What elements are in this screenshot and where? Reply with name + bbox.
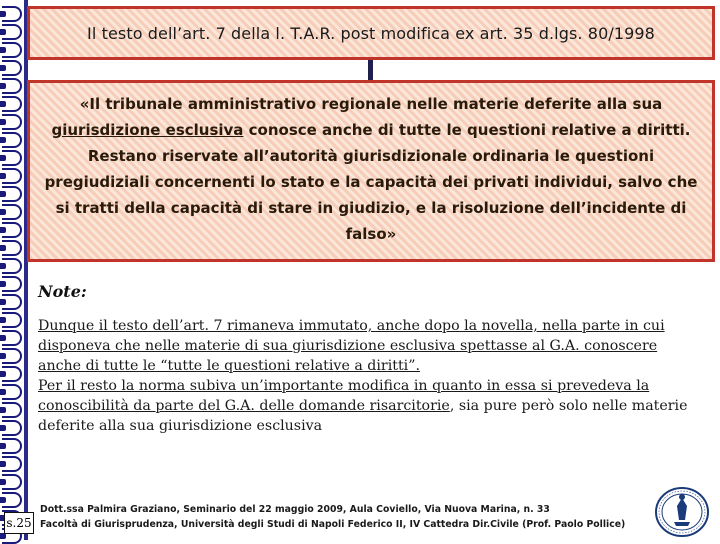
binder-ring-icon [2,258,22,274]
binder-ring-icon [2,474,22,490]
quote-part-1: «Il tribunale amministrativo regionale nelle materie deferite alla sua [79,95,663,113]
binder-ring-icon [2,330,22,346]
binder-ring-icon [2,6,22,22]
slide-title: Il testo dell’art. 7 della l. T.A.R. post modifica ex art. 35 d.lgs. 80/1998 [87,23,655,43]
notes-heading: Note: [38,282,87,301]
binder-ring-icon [2,78,22,94]
slide-number: s.25 [4,512,34,534]
binder-ring-icon [2,384,22,400]
quote-underlined: giurisdizione esclusiva [51,121,244,139]
binder-ring-icon [2,150,22,166]
binder-ring-icon [2,42,22,58]
title-box [27,6,715,60]
binder-ring-icon [2,204,22,220]
binder-ring-icon [2,132,22,148]
footer-line-1: Dott.ssa Palmira Graziano, Seminario del 22 maggio 2009, Aula Coviello, Via Nuova Marina, n. 33 [40,504,550,515]
binder-ring-icon [2,492,22,508]
footer-line-2: Facoltà di Giurisprudenza, Università degli Studi di Napoli Federico II, IV Cattedra Dir.Civile (Prof. Paolo Pollice) [40,519,626,530]
notes-body [38,316,698,436]
footer [40,502,660,532]
binder-rings-icon [0,0,30,540]
binder-ring-icon [2,348,22,364]
binder-ring-icon [2,24,22,40]
notes-paragraph-1: Dunque il testo dell’art. 7 rimaneva immutato, anche dopo la novella, nella parte in cui disponeva che nelle materie di sua giurisdizione esclusiva spettasse al G.A. conoscere anche di tutte le “tutte le questioni relative a diritti”. [38,318,665,374]
binder-ring-icon [2,402,22,418]
binder-ring-icon [2,240,22,256]
notes-paragraph-2-underlined: Per il resto la norma subiva un’importante modifica in quanto in essa si prevedeva la conoscibilità da parte del G.A. delle domande risarcitorie [38,378,650,414]
university-seal-icon [652,486,712,538]
binder-ring-icon [2,312,22,328]
quote-part-2: conosce anche di tutte le questioni relative a diritti. Restano riservate all’autorità giurisdizionale ordinaria le questioni pregiudiziali concernenti lo stato e la capacità dei privati individui, salvo che si tratti della capacità di stare in giudizio, e la risoluzione dell’incidente di falso» [44,121,698,243]
binder-ring-icon [2,294,22,310]
binder-ring-icon [2,276,22,292]
binder-ring-icon [2,438,22,454]
binder-ring-icon [2,114,22,130]
binder-ring-icon [2,186,22,202]
binder-ring-icon [2,366,22,382]
binder-ring-icon [2,168,22,184]
quote-box [27,80,715,262]
binder-ring-icon [2,456,22,472]
notes-paragraph-2-rest: , sia pure però solo nelle materie deferite alla sua giurisdizione esclusiva [38,398,688,434]
binder-ring-icon [2,222,22,238]
quote-text [36,91,706,247]
connector-line [368,60,373,82]
binder-ring-icon [2,96,22,112]
notes-paragraph-2 [38,376,698,436]
binder-ring-icon [2,420,22,436]
binder-ring-icon [2,60,22,76]
